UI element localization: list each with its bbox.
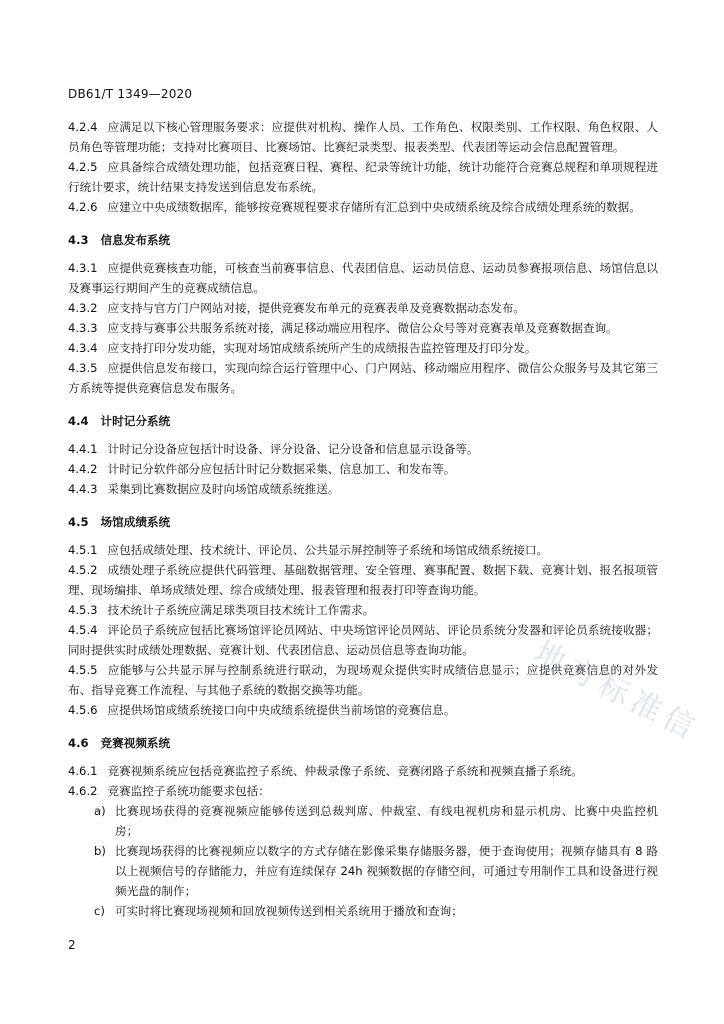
clause-number: 4.5.6 (68, 703, 98, 717)
clause-text: 应包括成绩处理、技术统计、评论员、公共显示屏控制等子系统和场馆成绩系统接口。 (107, 543, 549, 557)
section-number: 4.5 (68, 515, 89, 529)
clause-text: 应提供竞赛核查功能，可核查当前赛事信息、代表团信息、运动员信息、运动员参赛报项信息、场馆信息以及赛事运行期间产生的竞赛成绩信息。 (68, 261, 658, 295)
clause-text: 评论员子系统应包括比赛场馆评论员网站、中央场馆评论员网站、评论员系统分发器和评论员系统接收器；同时提供实时成绩处理数据、竞赛计划、代表团信息、运动员信息等查询功能。 (68, 623, 658, 657)
clause-number: 4.2.6 (68, 200, 98, 214)
section-heading (68, 411, 658, 431)
clause-text: 应具备综合成绩处理功能，包括竞赛日程、赛程、纪录等统计功能，统计功能符合竞赛总规程和单项规程进行统计要求，统计结果支持发送到信息发布系统。 (68, 160, 658, 194)
section-title: 场馆成绩系统 (100, 515, 171, 529)
clause-text: 计时记分设备应包括计时设备、评分设备、记分设备和信息显示设备等。 (107, 442, 479, 456)
clause-paragraph (68, 439, 658, 459)
list-item (68, 901, 658, 921)
clause-text: 计时记分软件部分应包括计时记分数据采集、信息加工、和发布等。 (107, 462, 456, 476)
list-item-text: 比赛现场获得的比赛视频应以数字的方式存储在影像采集存储服务器，便于查询使用；视频存储具有 8 路以上视频信号的存储能力，并应有连续保存 24h 视频数据的存储空间，可通过专用制作工具和设备进行视频光盘的制作； (115, 844, 658, 898)
clause-number: 4.3.1 (68, 261, 98, 275)
section-number: 4.6 (68, 736, 89, 750)
clause-number: 4.4.1 (68, 442, 98, 456)
list-marker: c) (94, 904, 105, 918)
list-item (68, 841, 658, 901)
section-title: 竞赛视频系统 (100, 736, 171, 750)
clause-text: 竞赛视频系统应包括竞赛监控子系统、仲裁录像子系统、竞赛闭路子系统和视频直播子系统。 (107, 764, 583, 778)
clause-number: 4.5.3 (68, 603, 98, 617)
watermark-text: 地方标准信 (528, 635, 705, 749)
clause-text: 成绩处理子系统应提供代码管理、基础数据管理、安全管理、赛事配置、数据下载、竞赛计划、报名报项管理、现场编排、单场成绩处理、综合成绩处理、报表管理和报表打印等查询功能。 (68, 563, 658, 597)
clause-paragraph (68, 459, 658, 479)
list-item-text: 可实时将比赛现场视频和回放视频传送到相关系统用于播放和查询； (115, 904, 463, 918)
document-body (68, 117, 658, 921)
clause-paragraph (68, 338, 658, 358)
clause-paragraph (68, 157, 658, 197)
clause-paragraph (68, 600, 658, 620)
clause-text: 应提供信息发布接口，实现向综合运行管理中心、门户网站、移动端应用程序、微信公众服务号及其它第三方系统等提供竞赛信息发布服务。 (68, 361, 658, 395)
list-marker: b) (94, 844, 106, 858)
clause-number: 4.5.2 (68, 563, 98, 577)
clause-number: 4.2.5 (68, 160, 98, 174)
clause-paragraph (68, 781, 658, 801)
clause-number: 4.3.2 (68, 301, 98, 315)
clause-number: 4.3.4 (68, 341, 98, 355)
clause-number: 4.4.3 (68, 482, 98, 496)
clause-paragraph (68, 298, 658, 318)
clause-text: 应支持打印分发功能，实现对场馆成绩系统所产生的成绩报告监控管理及打印分发。 (107, 341, 537, 355)
clause-number: 4.6.2 (68, 784, 98, 798)
section-number: 4.3 (68, 233, 89, 247)
section-title: 信息发布系统 (100, 233, 171, 247)
clause-number: 4.5.1 (68, 543, 98, 557)
page-number: 2 (68, 938, 76, 952)
clause-paragraph (68, 479, 658, 499)
section-heading (68, 733, 658, 753)
clause-text: 应提供场馆成绩系统接口向中央成绩系统提供当前场馆的竞赛信息。 (107, 703, 456, 717)
clause-number: 4.5.5 (68, 663, 98, 677)
clause-number: 4.5.4 (68, 623, 98, 637)
clause-number: 4.3.3 (68, 321, 98, 335)
section-number: 4.4 (68, 414, 89, 428)
document-code: DB61/T 1349—2020 (68, 87, 193, 101)
clause-text: 应支持与官方门户网站对接，提供竞赛发布单元的竞赛表单及竞赛数据动态发布。 (107, 301, 525, 315)
clause-text: 应能够与公共显示屏与控制系统进行联动，为现场观众提供实时成绩信息显示；应提供竞赛信息的对外发布、指导竞赛工作流程、与其他子系统的数据交换等功能。 (68, 663, 658, 697)
list-item (68, 801, 658, 841)
clause-paragraph (68, 318, 658, 338)
clause-text: 应建立中央成绩数据库，能够按竞赛规程要求存储所有汇总到中央成绩系统及综合成绩处理系统的数据。 (107, 200, 641, 214)
clause-paragraph (68, 761, 658, 781)
section-heading (68, 230, 658, 250)
clause-paragraph (68, 700, 658, 720)
clause-text: 应满足以下核心管理服务要求：应提供对机构、操作人员、工作角色、权限类别、工作权限、角色权限、人员角色等管理功能；支持对比赛项目、比赛场馆、比赛纪录类型、报表类型、代表团等运动会信息配置管理。 (68, 120, 658, 154)
clause-text: 技术统计子系统应满足球类项目技术统计工作需求。 (107, 603, 375, 617)
list-item-text: 比赛现场获得的竞赛视频应能够传送到总裁判席、仲裁室、有线电视机房和显示机房、比赛中央监控机房； (115, 804, 658, 838)
clause-number: 4.2.4 (68, 120, 98, 134)
clause-paragraph (68, 117, 658, 157)
clause-paragraph (68, 258, 658, 298)
clause-text: 采集到比赛数据应及时向场馆成绩系统推送。 (107, 482, 340, 496)
clause-text: 应支持与赛事公共服务系统对接，满足移动端应用程序、微信公众号等对竞赛表单及竞赛数据查询。 (107, 321, 618, 335)
section-heading (68, 512, 658, 532)
clause-number: 4.4.2 (68, 462, 98, 476)
clause-number: 4.6.1 (68, 764, 98, 778)
clause-text: 竞赛监控子系统功能要求包括： (107, 784, 270, 798)
clause-paragraph (68, 540, 658, 560)
clause-number: 4.3.5 (68, 361, 98, 375)
list-marker: a) (94, 804, 106, 818)
clause-paragraph (68, 560, 658, 600)
section-title: 计时记分系统 (100, 414, 171, 428)
clause-paragraph (68, 197, 658, 217)
clause-paragraph (68, 358, 658, 398)
